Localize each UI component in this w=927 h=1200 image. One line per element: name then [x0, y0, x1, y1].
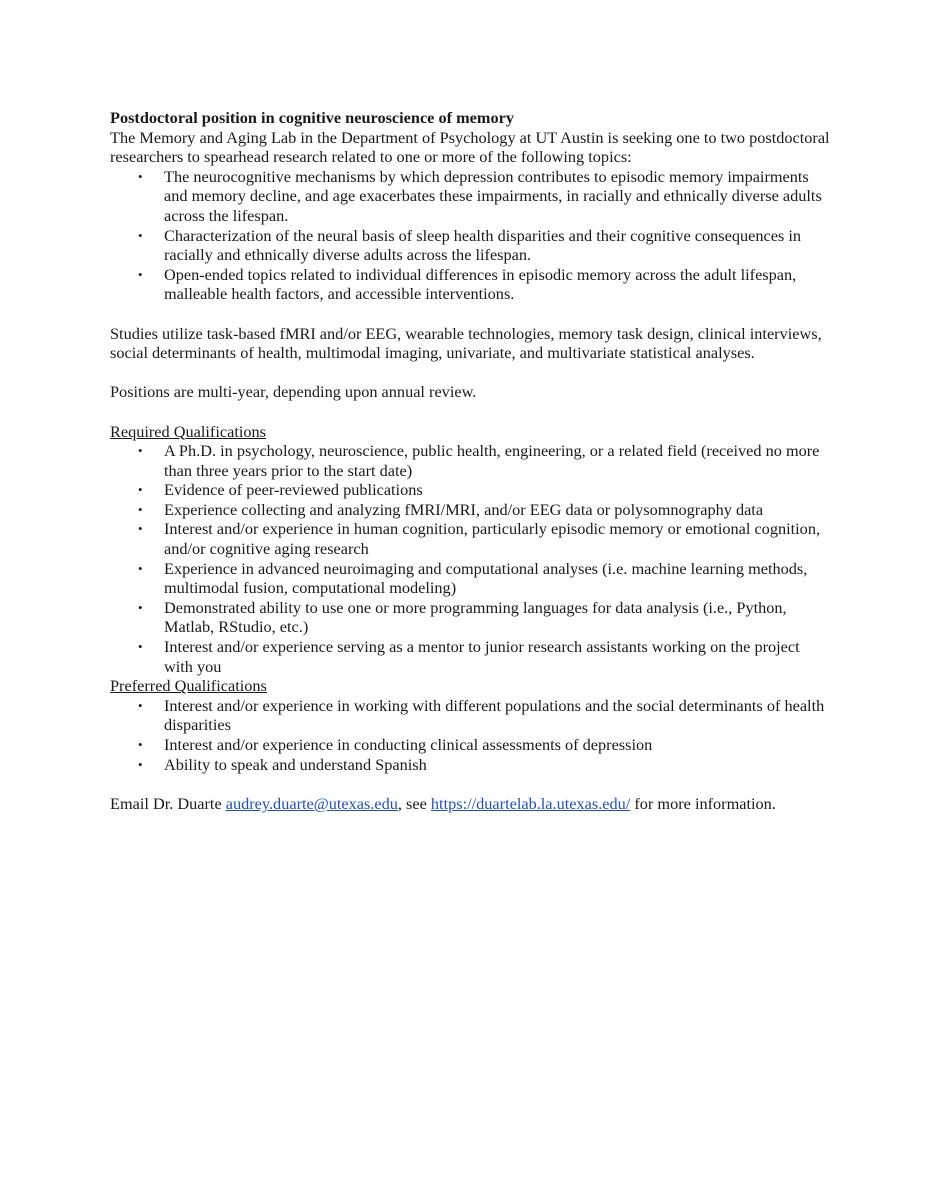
bullet-icon: •: [138, 639, 143, 655]
list-item: [110, 519, 830, 558]
bullet-icon: •: [138, 599, 143, 615]
bullet-icon: •: [138, 266, 143, 282]
bullet-icon: •: [138, 697, 143, 713]
intro-paragraph: The Memory and Aging Lab in the Department of Psychology at UT Austin is seeking one to two postdoctoral researchers to spearhead research related to one or more of the following topics:: [110, 127, 830, 167]
preferred-qualifications-list: [110, 696, 830, 774]
preferred-qualifications-heading: Preferred Qualifications: [110, 676, 267, 696]
bullet-icon: •: [138, 443, 143, 459]
list-item-text: Ability to speak and understand Spanish: [164, 754, 427, 774]
list-item: [110, 265, 830, 304]
required-qualifications-list: [110, 441, 830, 676]
list-item-text: Characterization of the neural basis of sleep health disparities and their cognitive consequences in racially and ethnically diverse adults across the lifespan.: [164, 225, 802, 265]
list-item-text: Demonstrated ability to use one or more programming languages for data analysis (i.e., Python, Matlab, RStudio, etc.): [164, 597, 787, 637]
list-item: [110, 480, 830, 500]
list-item: [110, 559, 830, 598]
contact-middle: , see: [397, 793, 431, 813]
bullet-icon: •: [138, 737, 143, 752]
list-item-text: Interest and/or experience in working with different populations and the social determinants of health disparities: [164, 695, 825, 735]
document-page: [110, 108, 830, 813]
bullet-icon: •: [138, 482, 143, 498]
list-item-text: The neurocognitive mechanisms by which depression contributes to episodic memory impairments and memory decline, and age exacerbates these impairments, in racially and ethnically diverse adults across the lifespan.: [164, 166, 822, 225]
list-item-text: Experience collecting and analyzing fMRI/MRI, and/or EEG data or polysomnography data: [164, 499, 764, 519]
list-item: [110, 167, 830, 226]
list-item: [110, 696, 830, 735]
list-item: [110, 755, 830, 775]
contact-prefix: Email Dr. Duarte: [110, 793, 226, 813]
lab-website-link[interactable]: https://duartelab.la.utexas.edu/: [430, 793, 631, 813]
list-item-text: Experience in advanced neuroimaging and computational analyses (i.e. machine learning methods, multimodal fusion, computational modeling): [164, 558, 808, 598]
list-item-text: Interest and/or experience in conducting clinical assessments of depression: [164, 735, 653, 754]
email-link[interactable]: audrey.duarte@utexas.edu: [225, 793, 398, 813]
studies-paragraph: Studies utilize task-based fMRI and/or EEG, wearable technologies, memory task design, clinical interviews, social determinants of health, multimodal imaging, univariate, and multivariate statistical analyses.: [110, 323, 822, 363]
required-qualifications-heading: Required Qualifications: [110, 421, 266, 441]
bullet-icon: •: [138, 521, 143, 537]
list-item: [110, 441, 830, 480]
list-item-text: A Ph.D. in psychology, neuroscience, public health, engineering, or a related field (received no more than three years prior to the start date): [164, 441, 820, 480]
list-item-text: Evidence of peer-reviewed publications: [164, 480, 423, 500]
topics-list: [110, 167, 830, 304]
bullet-icon: •: [138, 756, 143, 772]
bullet-icon: •: [138, 560, 143, 576]
document-title: Postdoctoral position in cognitive neuroscience of memory: [110, 108, 514, 127]
bullet-icon: •: [138, 227, 143, 243]
bullet-icon: •: [138, 168, 143, 184]
list-item: [110, 500, 830, 520]
bullet-icon: •: [138, 501, 143, 517]
positions-paragraph: Positions are multi-year, depending upon annual review.: [110, 382, 477, 402]
list-item: [110, 598, 830, 637]
list-item: [110, 637, 830, 676]
list-item-text: Open-ended topics related to individual differences in episodic memory across the adult lifespan, malleable health factors, and accessible interventions.: [164, 264, 797, 304]
list-item: [110, 226, 830, 265]
list-item-text: Interest and/or experience in human cognition, particularly episodic memory or emotional cognition, and/or cognitive aging research: [164, 519, 821, 559]
list-item: [110, 735, 830, 755]
contact-paragraph: [110, 794, 830, 814]
contact-suffix: for more information.: [630, 793, 776, 813]
list-item-text: Interest and/or experience serving as a mentor to junior research assistants working on the project with you: [164, 637, 800, 676]
